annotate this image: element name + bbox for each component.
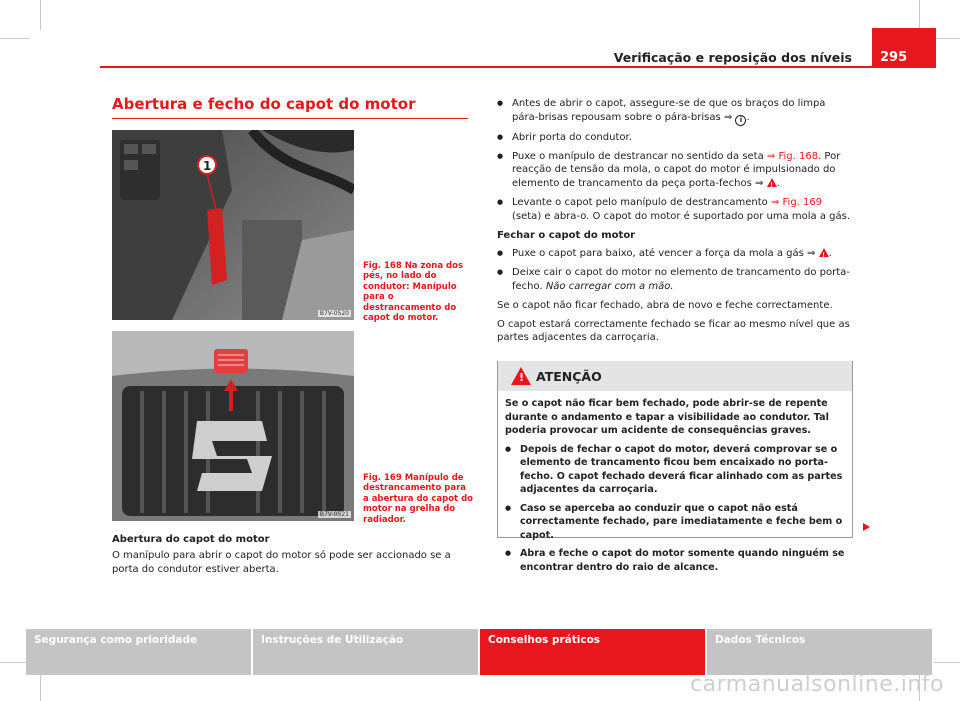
crop-mark [919, 0, 920, 30]
warning-paragraph: Se o capot não ficar bem fechado, pode abrir-se de repente durante o andamento e tapar a visibilidade ao condutor. Tal poderia provocar um acidente de consequências graves. [505, 398, 829, 436]
list-item-text: Antes de abrir o capot, assegure-se de que os braços do limpa pára-brisas repousam sobre o pára-brisas ⇒ [512, 98, 826, 123]
subsection-heading-close: Fechar o capot do motor [497, 229, 636, 241]
figure-link[interactable]: ⇒ Fig. 169 [770, 196, 823, 208]
subsection-heading-open: Abertura do capot do motor [112, 534, 270, 545]
right-column [497, 97, 853, 350]
figure-169-caption: Fig. 169 Manípulo de destrancamento para a abertura do capot do motor na grelha do radiador. [363, 473, 474, 525]
figure-168-caption: Fig. 168 Na zona dos pés, no lado do condutor: Manípulo para o destrancamento do capot do motor. [363, 261, 464, 324]
figure-code: B7V-0520 [319, 310, 349, 317]
chapter-tab-practical-tips[interactable]: Conselhos práticos [480, 629, 707, 675]
chapter-tab-safety[interactable]: Segurança como prioridade [26, 629, 253, 675]
paragraph: Se o capot não ficar fechado, abra de novo e feche correctamente. [497, 299, 833, 311]
section-heading: Abertura e fecho do capot do motor [112, 95, 416, 113]
chapter-tab-operating-instructions[interactable]: Instruções de Utilização [253, 629, 480, 675]
warning-box [497, 361, 853, 573]
section-heading-rule [112, 118, 468, 119]
running-header-title: Verificação e reposição dos níveis [613, 50, 852, 65]
list-item-text: Levante o capot pelo manípulo de destrancamento [512, 196, 771, 208]
warning-list-item [505, 547, 846, 574]
crop-mark [40, 0, 41, 30]
list-item-text: Puxe o capot para baixo, até vencer a força da mola a gás ⇒ [512, 248, 816, 260]
emphasis-text: Não carregar com a mão. [545, 280, 674, 292]
continue-arrow-icon [863, 523, 870, 531]
crop-mark [40, 671, 41, 701]
paragraph-open: O manípulo para abrir o capot do motor só pode ser accionado se a porta do condutor estiver aberta. [112, 550, 451, 575]
figure-168-footwell [112, 130, 354, 320]
crop-mark [0, 38, 30, 39]
info-icon: i [735, 115, 746, 126]
crop-mark [930, 662, 960, 663]
header-rule [100, 66, 936, 68]
list-item [497, 266, 853, 294]
list-item-text: (seta) e abra-o. O capot do motor é suportado por uma mola a gás. [512, 210, 851, 222]
warning-list-item [505, 502, 846, 543]
warning-triangle-icon: ! [511, 367, 531, 385]
grille-illustration [112, 331, 354, 521]
warning-body [498, 391, 852, 574]
page-number: 295 [872, 28, 936, 68]
list-item-text: Abrir porta do condutor. [512, 131, 632, 143]
list-item: ● Puxe o capot para baixo, até vencer a força da mola a gás ⇒ ! . [497, 247, 853, 261]
list-item [497, 131, 853, 145]
footer-chapter-tabs [26, 629, 934, 675]
figure-code: B7V-0521 [319, 511, 349, 518]
svg-text:1: 1 [203, 159, 212, 173]
warning-title: ATENÇÃO [536, 369, 602, 384]
chapter-tab-technical-data[interactable]: Dados Técnicos [707, 629, 934, 675]
warning-icon [819, 248, 829, 257]
list-item-text: . Por reacção de tensão da mola, o capot do motor é impulsionado do elemento de trancamento da peça porta-fechos ⇒ [512, 150, 841, 190]
warning-list-item-text: Depois de fechar o capot do motor, deverá comprovar se o elemento de trancamento ficou bem encaixado no porta-fecho. O capot fechado deverá ficar alinhado com as partes adjacentes da carroçaria. [520, 443, 843, 495]
list-item-text: Puxe o manípulo de destrancar no sentido da seta [512, 150, 767, 162]
footwell-illustration [112, 130, 354, 320]
warning-list-item-text: Abra e feche o capot do motor somente quando ninguém se encontrar dentro do raio de alcance. [520, 548, 845, 573]
list-item-text: Deixe cair o capot do motor no elemento de trancamento do porta-fecho. [512, 267, 850, 292]
list-item [497, 196, 853, 224]
warning-list-item [505, 443, 846, 497]
list-item: ● Puxe o manípulo de destrancar no sentido da seta ⇒ Fig. 168. Por reacção de tensão da mola, o capot do motor é impulsionado do elemento de trancamento da peça porta-fechos ⇒ ! . [497, 150, 853, 191]
warning-header [498, 361, 852, 391]
list-item: ● Antes de abrir o capot, assegure-se de que os braços do limpa pára-brisas repousam sobre o pára-brisas ⇒ i . [497, 97, 853, 126]
figure-link[interactable]: ⇒ Fig. 168 [766, 150, 819, 162]
warning-icon [767, 178, 777, 187]
warning-list-item-text: Caso se aperceba ao conduzir que o capot não está correctamente fechado, pare imediatamente e feche bem o capot. [520, 502, 843, 541]
watermark-text: carmanualsonline.info [690, 672, 944, 697]
paragraph: O capot estará correctamente fechado se ficar ao mesmo nível que as partes adjacentes da carroçaria. [497, 318, 850, 344]
figure-169-grille [112, 331, 354, 521]
